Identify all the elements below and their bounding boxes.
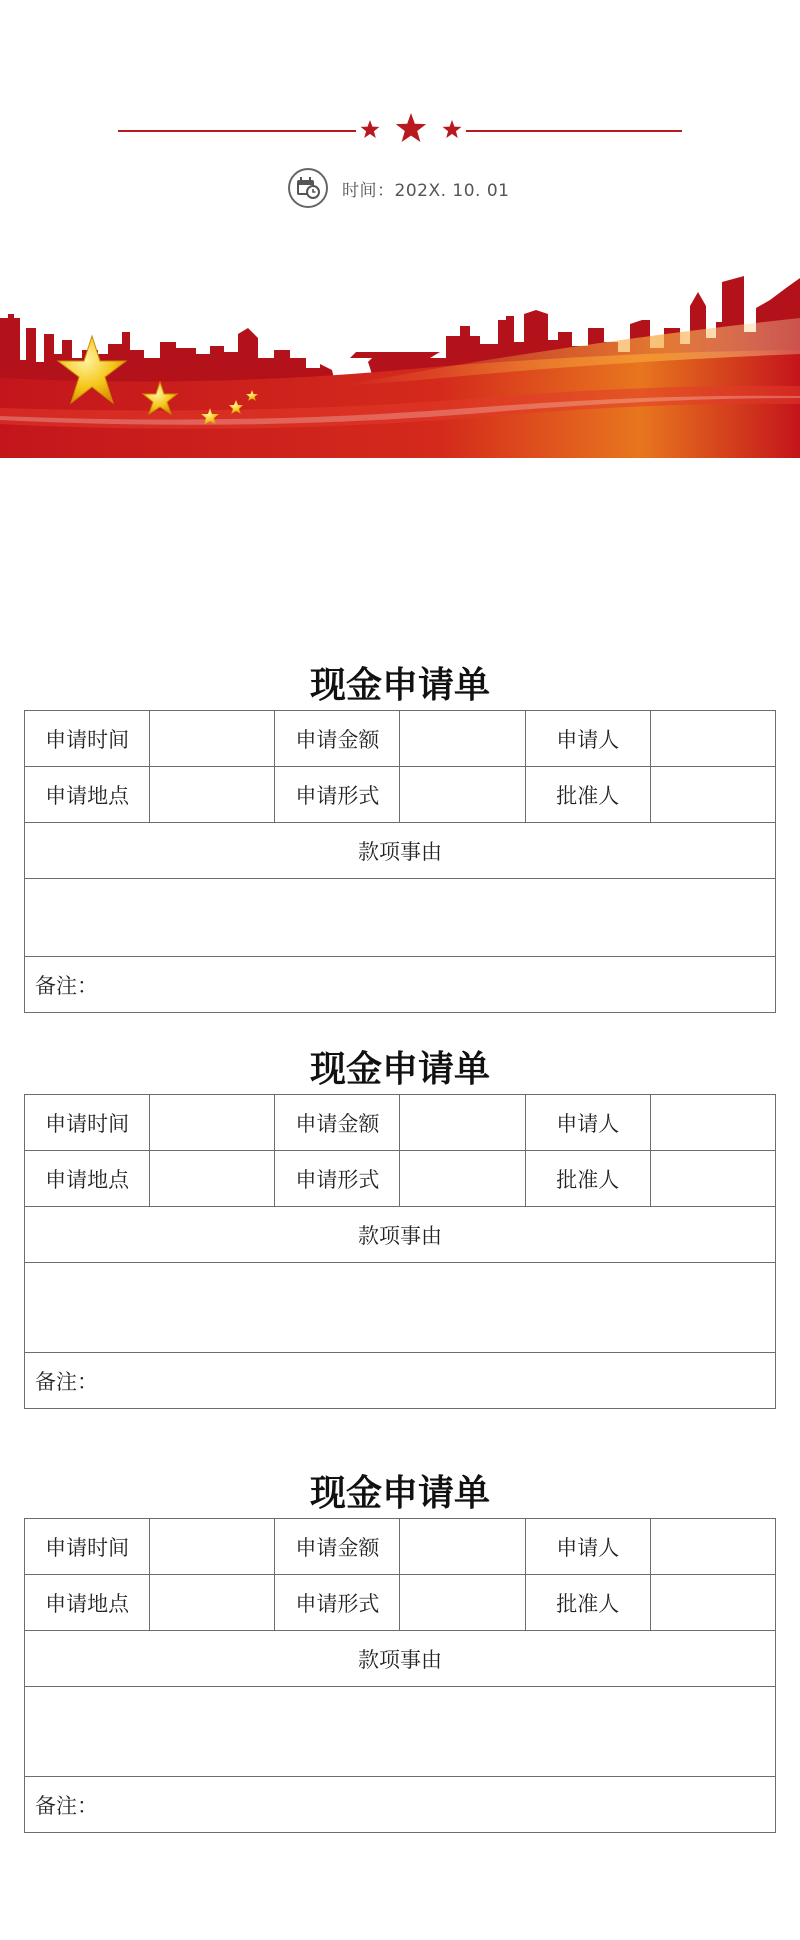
field-apply-time[interactable]: [150, 1095, 275, 1151]
field-apply-time[interactable]: [150, 1519, 275, 1575]
form-table: [24, 710, 776, 1013]
label-approver: 批准人: [525, 1575, 650, 1631]
label-note: 备注：: [25, 1777, 776, 1833]
header-left-rule: [118, 130, 356, 132]
label-reason: 款项事由: [25, 1207, 776, 1263]
form-table: [24, 1094, 776, 1409]
field-apply-amount[interactable]: [400, 1095, 525, 1151]
label-apply-amount: 申请金额: [275, 711, 400, 767]
cash-request-form-3: [24, 1468, 776, 1833]
label-apply-time: 申请时间: [25, 711, 150, 767]
field-reason[interactable]: [25, 879, 776, 957]
label-apply-location: 申请地点: [25, 1575, 150, 1631]
label-apply-time: 申请时间: [25, 1095, 150, 1151]
label-apply-form: 申请形式: [275, 767, 400, 823]
cash-request-form-1: [24, 660, 776, 1013]
field-apply-amount[interactable]: [400, 1519, 525, 1575]
form-title: 现金申请单: [309, 1048, 490, 1090]
date-row: [288, 166, 509, 210]
form-title: 现金申请单: [309, 664, 490, 706]
field-apply-location[interactable]: [150, 1575, 275, 1631]
label-apply-location: 申请地点: [25, 767, 150, 823]
field-approver[interactable]: [650, 767, 775, 823]
label-apply-form: 申请形式: [275, 1151, 400, 1207]
label-apply-amount: 申请金额: [275, 1095, 400, 1151]
field-applicant[interactable]: [650, 711, 775, 767]
label-reason: 款项事由: [25, 823, 776, 879]
form-table: [24, 1518, 776, 1833]
field-apply-location[interactable]: [150, 767, 275, 823]
red-city-skyline-banner: [0, 258, 800, 458]
field-apply-location[interactable]: [150, 1151, 275, 1207]
form-title: 现金申请单: [309, 1472, 490, 1514]
cash-request-form-2: [24, 1044, 776, 1409]
label-approver: 批准人: [525, 1151, 650, 1207]
calendar-clock-icon: [288, 168, 328, 208]
label-approver: 批准人: [525, 767, 650, 823]
label-applicant: 申请人: [525, 1095, 650, 1151]
field-applicant[interactable]: [650, 1095, 775, 1151]
field-apply-form[interactable]: [400, 767, 525, 823]
label-apply-time: 申请时间: [25, 1519, 150, 1575]
label-reason: 款项事由: [25, 1631, 776, 1687]
label-applicant: 申请人: [525, 1519, 650, 1575]
label-note: 备注：: [25, 1353, 776, 1409]
field-reason[interactable]: [25, 1263, 776, 1353]
label-applicant: 申请人: [525, 711, 650, 767]
field-approver[interactable]: [650, 1575, 775, 1631]
label-note: 备注：: [25, 957, 776, 1013]
field-approver[interactable]: [650, 1151, 775, 1207]
label-apply-amount: 申请金额: [275, 1519, 400, 1575]
field-apply-amount[interactable]: [400, 711, 525, 767]
label-apply-location: 申请地点: [25, 1151, 150, 1207]
field-apply-form[interactable]: [400, 1151, 525, 1207]
field-apply-time[interactable]: [150, 711, 275, 767]
field-reason[interactable]: [25, 1687, 776, 1777]
field-apply-form[interactable]: [400, 1575, 525, 1631]
date-text: 时间：202X. 10. 01: [342, 180, 510, 201]
field-applicant[interactable]: [650, 1519, 775, 1575]
three-stars-icon: [356, 112, 466, 148]
header-right-rule: [466, 130, 682, 132]
label-apply-form: 申请形式: [275, 1575, 400, 1631]
